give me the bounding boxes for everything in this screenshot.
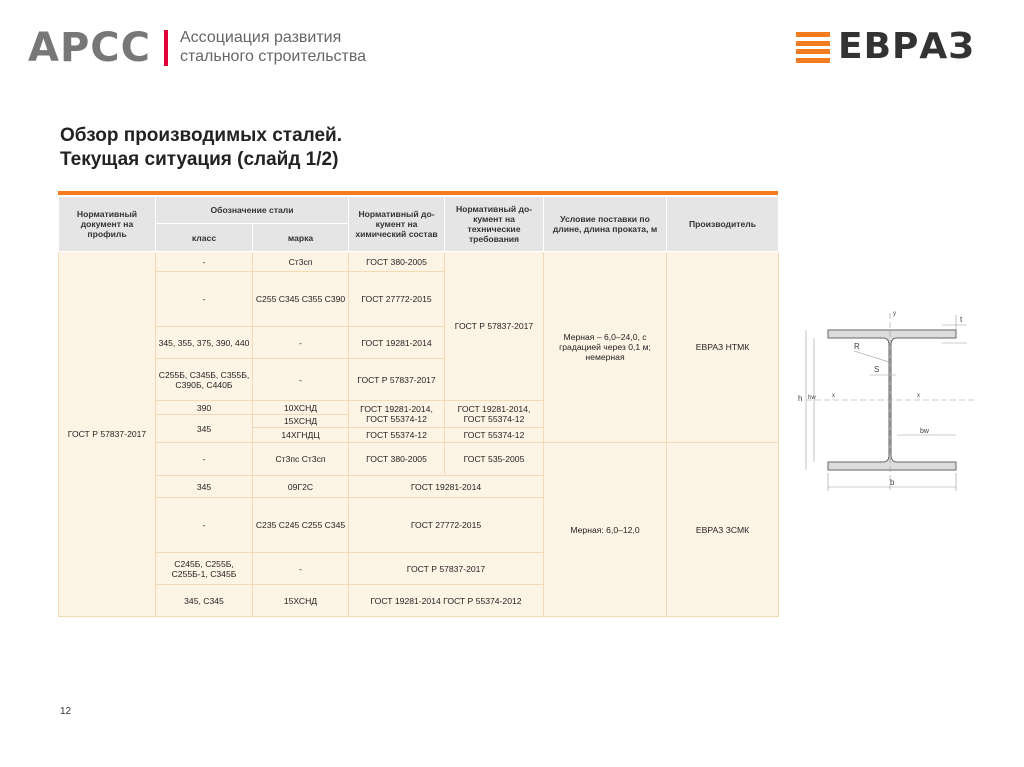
apcc-subtitle — [180, 28, 366, 66]
cell-grade: - — [253, 553, 349, 585]
header-steel-designation: Обозначение стали — [156, 197, 349, 224]
page-title — [60, 124, 342, 172]
cell-chem: ГОСТ 19281-2014, ГОСТ 55374-12 — [349, 401, 445, 428]
header-chem-doc: Нормативный до-кумент на химический состав — [349, 197, 445, 252]
cell-grade: - — [253, 327, 349, 359]
cell-class: - — [156, 443, 253, 476]
cell-class: 390 — [156, 401, 253, 415]
cell-delivery-ntmk: Мерная – 6,0–24,0, с градацией через 0,1 м; немерная — [544, 252, 667, 443]
header-grade: марка — [253, 224, 349, 252]
apcc-logo: АРСС — [28, 25, 151, 71]
cell-class: 345 — [156, 415, 253, 443]
evraz-logo-text: ЕВРАЗ — [838, 26, 975, 67]
cell-tech-ntmk: ГОСТ Р 57837-2017 — [445, 252, 544, 401]
cell-maker-ntmk: ЕВРАЗ НТМК — [667, 252, 779, 443]
label-x-right: x — [917, 393, 920, 399]
label-b: b — [890, 478, 895, 487]
page-title-line1: Обзор производимых сталей. — [60, 125, 342, 146]
cell-grade: Ст3пс Ст3сп — [253, 443, 349, 476]
cell-class: С245Б, С255Б, С255Б-1, С345Б — [156, 553, 253, 585]
apcc-divider — [164, 30, 168, 66]
cell-chem: ГОСТ Р 57837-2017 — [349, 553, 544, 585]
label-bw: bw — [920, 428, 929, 435]
cell-chem: ГОСТ 55374-12 — [349, 428, 445, 443]
cell-maker-zsmk: ЕВРАЗ ЗСМК — [667, 443, 779, 617]
cell-class: 345, 355, 375, 390, 440 — [156, 327, 253, 359]
label-s: S — [874, 365, 880, 374]
label-t: t — [960, 315, 963, 324]
cell-grade: - — [253, 359, 349, 401]
evraz-stripes-icon — [796, 32, 830, 62]
apcc-subtitle-line1: Ассоциация развития — [180, 29, 342, 46]
label-x-left: x — [832, 393, 835, 399]
cell-chem: ГОСТ 19281-2014 ГОСТ Р 55374-2012 — [349, 585, 544, 617]
cell-grade: 15ХСНД — [253, 415, 349, 428]
label-y-top: y — [893, 311, 896, 317]
cell-grade: С255 С345 С355 С390 — [253, 272, 349, 327]
cell-chem: ГОСТ 27772-2015 — [349, 498, 544, 553]
cell-tech: ГОСТ 535-2005 — [445, 443, 544, 476]
steel-table — [58, 196, 778, 617]
i-beam-diagram — [792, 305, 982, 495]
cell-class: С255Б, С345Б, С355Б, С390Б, С440Б — [156, 359, 253, 401]
label-h: h — [798, 394, 803, 403]
header-class: класс — [156, 224, 253, 252]
label-hw: hw — [808, 395, 816, 401]
cell-tech: ГОСТ 19281-2014, ГОСТ 55374-12 — [445, 401, 544, 428]
cell-class: - — [156, 272, 253, 327]
cell-chem: ГОСТ 380-2005 — [349, 252, 445, 272]
cell-class: 345, С345 — [156, 585, 253, 617]
header-profile-doc: Нормативный документ на профиль — [59, 197, 156, 252]
cell-profile-doc: ГОСТ Р 57837-2017 — [59, 252, 156, 617]
cell-chem: ГОСТ 19281-2014 — [349, 327, 445, 359]
header-manufacturer: Производитель — [667, 197, 779, 252]
cell-grade: 15ХСНД — [253, 585, 349, 617]
slide-number: 12 — [60, 706, 72, 717]
cell-delivery-zsmk: Мерная: 6,0–12,0 — [544, 443, 667, 617]
page-title-line2: Текущая ситуация (слайд 1/2) — [60, 149, 339, 170]
cell-class: - — [156, 498, 253, 553]
label-r: R — [854, 342, 860, 351]
table-top-accent — [58, 191, 778, 195]
header-tech-doc: Нормативный до-кумент на технические требования — [445, 197, 544, 252]
cell-class: - — [156, 252, 253, 272]
apcc-subtitle-line2: стального строительства — [180, 48, 367, 65]
cell-grade: 09Г2С — [253, 476, 349, 498]
cell-chem: ГОСТ 380-2005 — [349, 443, 445, 476]
cell-grade: Ст3сп — [253, 252, 349, 272]
cell-grade: С235 С245 С255 С345 — [253, 498, 349, 553]
cell-tech: ГОСТ 55374-12 — [445, 428, 544, 443]
cell-class: 345 — [156, 476, 253, 498]
header-delivery: Условие поставки по длине, длина проката, м — [544, 197, 667, 252]
cell-chem: ГОСТ Р 57837-2017 — [349, 359, 445, 401]
header — [0, 0, 1024, 90]
cell-chem: ГОСТ 19281-2014 — [349, 476, 544, 498]
cell-grade: 14ХГНДЦ — [253, 428, 349, 443]
cell-grade: 10ХСНД — [253, 401, 349, 415]
cell-chem: ГОСТ 27772-2015 — [349, 272, 445, 327]
